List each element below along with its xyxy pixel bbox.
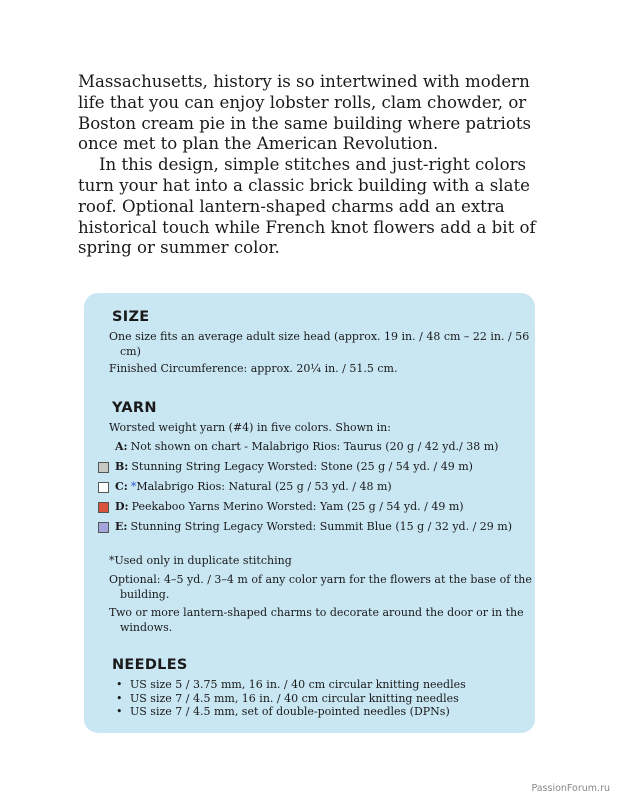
yarn-note: *Used only in duplicate stitching bbox=[109, 554, 292, 567]
yarn-color-e bbox=[98, 520, 528, 535]
intro-paragraph-1: Massachusetts, history is so intertwined with modern life that you can enjoy lobster rolls, clam chowder, or Boston cream pie in the same building where patriots once met to plan the American Revolution. bbox=[78, 72, 532, 154]
intro-text bbox=[78, 72, 548, 259]
yarn-desc: Not shown on chart - Malabrigo Rios: Taurus (20 g / 42 yd./ 38 m) bbox=[130, 440, 499, 453]
list-item: • US size 5 / 3.75 mm, 16 in. / 40 cm circular knitting needles bbox=[116, 678, 466, 692]
yarn-intro: Worsted weight yarn (#4) in five colors. Shown in: bbox=[109, 421, 391, 434]
swatch-d bbox=[98, 502, 109, 513]
yarn-color-d bbox=[98, 500, 528, 515]
yarn-optional: Optional: 4–5 yd. / 3–4 m of any color yarn for the flowers at the base of the building. bbox=[109, 573, 532, 601]
size-fit: One size fits an average adult size head (approx. 19 in. / 48 cm – 22 in. / 56 cm) bbox=[109, 330, 530, 358]
yarn-desc: Peekaboo Yarns Merino Worsted: Yam (25 g / 54 yd. / 49 m) bbox=[131, 500, 464, 513]
yarn-letter: A: bbox=[115, 440, 128, 453]
yarn-heading: YARN bbox=[112, 400, 157, 416]
needles-heading: NEEDLES bbox=[112, 657, 188, 673]
intro-paragraph-2: In this design, simple stitches and just-right colors turn your hat into a classic brick building with a slate roof. Optional lantern-shaped charms add an extra historical touch while French knot flowers add a bit of spring or summer color. bbox=[78, 155, 536, 258]
swatch-c bbox=[98, 482, 109, 493]
yarn-desc: Stunning String Legacy Worsted: Summit Blue (15 g / 32 yd. / 29 m) bbox=[130, 520, 512, 533]
swatch-a bbox=[98, 442, 109, 453]
needles-list bbox=[116, 678, 466, 719]
list-item: • US size 7 / 4.5 mm, 16 in. / 40 cm circular knitting needles bbox=[116, 692, 466, 706]
size-circumference: Finished Circumference: approx. 20¼ in. / 51.5 cm. bbox=[109, 362, 398, 375]
yarn-charms: Two or more lantern-shaped charms to decorate around the door or in the windows. bbox=[109, 606, 524, 634]
yarn-letter: C: bbox=[115, 480, 128, 493]
size-heading: SIZE bbox=[112, 309, 150, 325]
yarn-color-b bbox=[98, 460, 528, 475]
yarn-color-c bbox=[98, 480, 528, 495]
yarn-desc: Stunning String Legacy Worsted: Stone (25 g / 54 yd. / 49 m) bbox=[131, 460, 473, 473]
duplicate-stitch-star: * bbox=[130, 480, 137, 493]
yarn-letter: E: bbox=[115, 520, 128, 533]
swatch-e bbox=[98, 522, 109, 533]
yarn-color-a bbox=[98, 440, 528, 455]
list-item: • US size 7 / 4.5 mm, set of double-pointed needles (DPNs) bbox=[116, 705, 466, 719]
yarn-desc: Malabrigo Rios: Natural (25 g / 53 yd. / 48 m) bbox=[136, 480, 392, 493]
yarn-letter: B: bbox=[115, 460, 129, 473]
yarn-letter: D: bbox=[115, 500, 129, 513]
swatch-b bbox=[98, 462, 109, 473]
watermark: PassionForum.ru bbox=[531, 783, 610, 794]
